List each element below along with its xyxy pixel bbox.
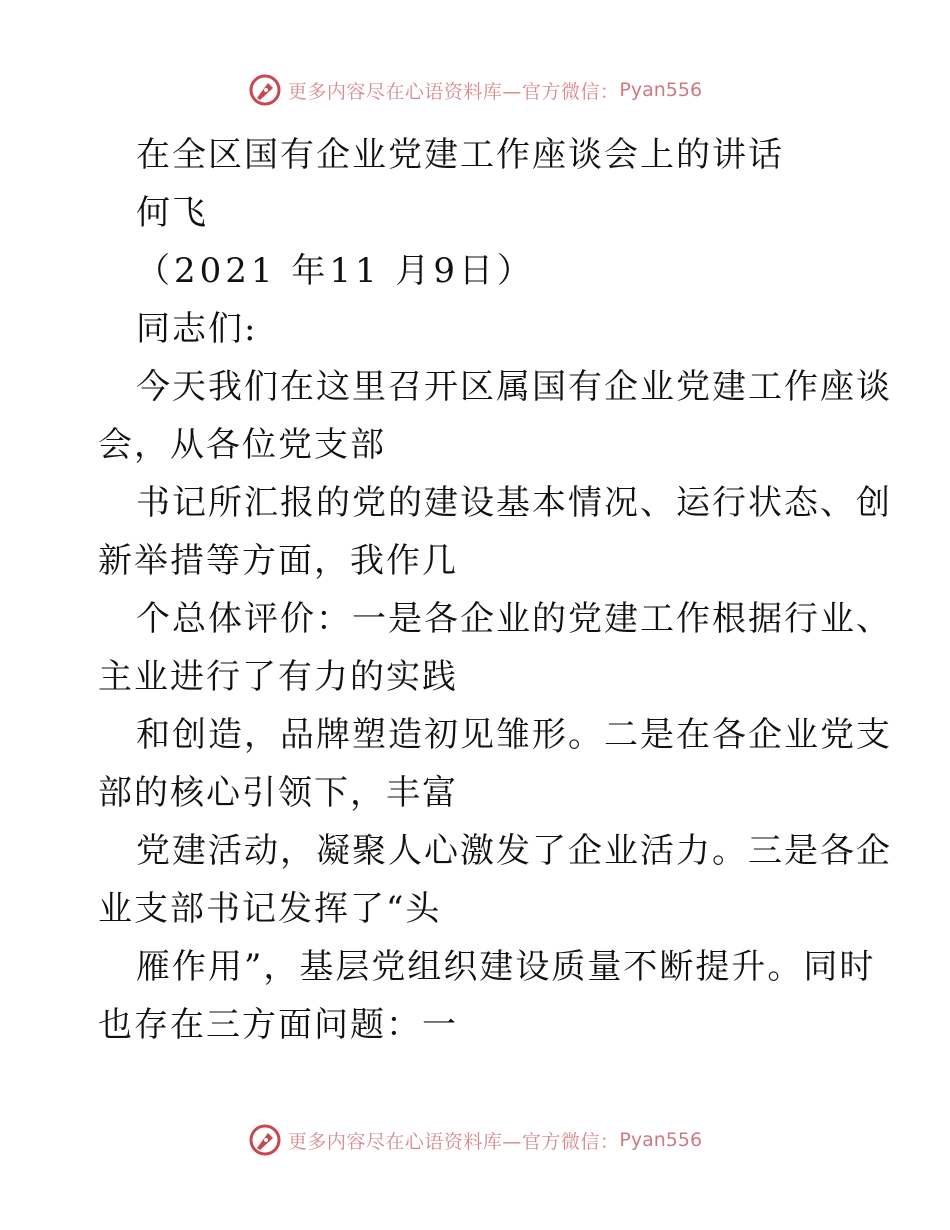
document-author: 何飞 (136, 193, 208, 233)
document-date: （2021 年11 月9日） (136, 251, 536, 291)
body-text-line: 党建活动，凝聚人心激发了企业活力。三是各企 (136, 831, 892, 871)
body-text-line: 也存在三方面问题：一 (98, 1005, 458, 1045)
watermark-footer (0, 1120, 950, 1160)
body-text-line: 和创造，品牌塑造初见雏形。二是在各企业党支 (136, 715, 892, 755)
body-text-line: 主业进行了有力的实践 (98, 657, 458, 697)
body-text-line: 书记所汇报的党的建设基本情况、运行状态、创 (136, 483, 892, 523)
pen-nib-circle-icon (248, 73, 282, 107)
watermark-text: 更多内容尽在心语资料库—官方微信： (287, 80, 620, 103)
body-text-line: 新举措等方面，我作几 (98, 541, 458, 581)
body-text-line: 今天我们在这里召开区属国有企业党建工作座谈 (136, 367, 892, 407)
watermark-header (0, 70, 950, 110)
watermark-wechat-id: Pyan556 (619, 79, 703, 101)
watermark-text: 更多内容尽在心语资料库—官方微信： (287, 1130, 620, 1153)
body-text-line: 会，从各位党支部 (98, 425, 386, 465)
body-text-line: 雁作用”，基层党组织建设质量不断提升。同时 (136, 947, 876, 987)
document-title: 在全区国有企业党建工作座谈会上的讲话 (136, 135, 784, 175)
document-body (98, 126, 892, 1054)
document-salutation: 同志们: (136, 309, 258, 349)
body-text-line: 个总体评价：一是各企业的党建工作根据行业、 (136, 599, 892, 639)
body-text-line: 业支部书记发挥了“头 (98, 889, 442, 929)
watermark-wechat-id: Pyan556 (619, 1129, 703, 1151)
document-paragraph (98, 358, 892, 1054)
pen-nib-circle-icon (248, 1123, 282, 1157)
body-text-line: 部的核心引领下，丰富 (98, 773, 458, 813)
